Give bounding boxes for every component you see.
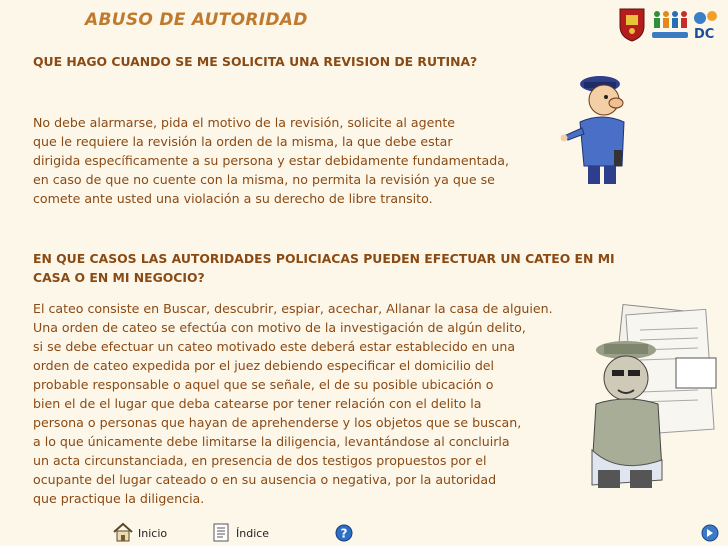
home-label: Inicio (138, 527, 168, 540)
paragraph-line: No debe alarmarse, pida el motivo de la revisión, solicite al agente (33, 115, 456, 130)
answer-search-cases (33, 299, 553, 508)
paragraph-line: comete ante usted una violación a su derecho de libre transito. (33, 191, 433, 206)
paragraph-line: ocupante del lugar cateado o en su ausencia o negativa, por la autoridad (33, 472, 497, 487)
paragraph-line: en caso de que no cuente con la misma, no permita la revisión ya que se (33, 172, 495, 187)
index-button[interactable] (212, 522, 269, 545)
police-officer-cartoon (558, 70, 638, 188)
dc-logo (690, 6, 724, 42)
page-title: ABUSO DE AUTORIDAD (85, 10, 308, 30)
question-line: CASA O EN MI NEGOCIO? (33, 270, 205, 285)
help-button[interactable] (335, 524, 353, 545)
paragraph-line: Una orden de cateo se efectúa con motivo de la investigación de algún delito, (33, 320, 526, 335)
question-line: EN QUE CASOS LAS AUTORIDADES POLICIACAS PUEDEN EFECTUAR UN CATEO EN MI (33, 251, 615, 266)
paragraph-line: bien el de el lugar que deba catearse por tener relación con el delito la (33, 396, 482, 411)
index-label: Índice (236, 527, 270, 540)
paragraph-line: persona o personas que hayan de aprehenderse y los objetos que se buscan, (33, 415, 522, 430)
footer-nav (0, 520, 728, 546)
index-icon (212, 522, 232, 545)
paragraph-line: orden de cateo expedida por el juez debiendo especificar el domicilio del (33, 358, 495, 373)
paragraph-line: que practique la diligencia. (33, 491, 205, 506)
home-button[interactable] (112, 522, 167, 545)
paragraph-line: que le requiere la revisión la orden de la misma, la que debe estar (33, 134, 453, 149)
paragraph-line: dirigida específicamente a su persona y estar debidamente fundamentada, (33, 153, 509, 168)
next-arrow-icon (700, 524, 720, 545)
paragraph-line: a lo que únicamente debe limitarse la diligencia, levantándose al concluirla (33, 434, 510, 449)
paragraph-line: El cateo consiste en Buscar, descubrir, espiar, acechar, Allanar la casa de alguien. (33, 301, 553, 316)
people-program-logo (650, 6, 690, 42)
paragraph-line: probable responsable o aquel que se señale, el de su posible ubicación o (33, 377, 494, 392)
paragraph-line: un acta circunstanciada, en presencia de dos testigos propuestos por el (33, 453, 487, 468)
next-button[interactable] (700, 524, 720, 545)
question-routine-check: QUE HAGO CUANDO SE ME SOLICITA UNA REVISION DE RUTINA? (33, 54, 478, 69)
paragraph-line: si se debe efectuar un cateo motivado este deberá estar establecido en una (33, 339, 516, 354)
help-icon (335, 524, 353, 545)
officer-with-documents-cartoon (578, 300, 728, 495)
svg-text:DC: DC (694, 27, 715, 42)
home-icon (112, 522, 134, 545)
svg-text:?: ? (340, 526, 348, 541)
answer-routine-check (33, 113, 509, 208)
question-search-cases (33, 249, 615, 287)
university-crest-logo (617, 6, 647, 42)
